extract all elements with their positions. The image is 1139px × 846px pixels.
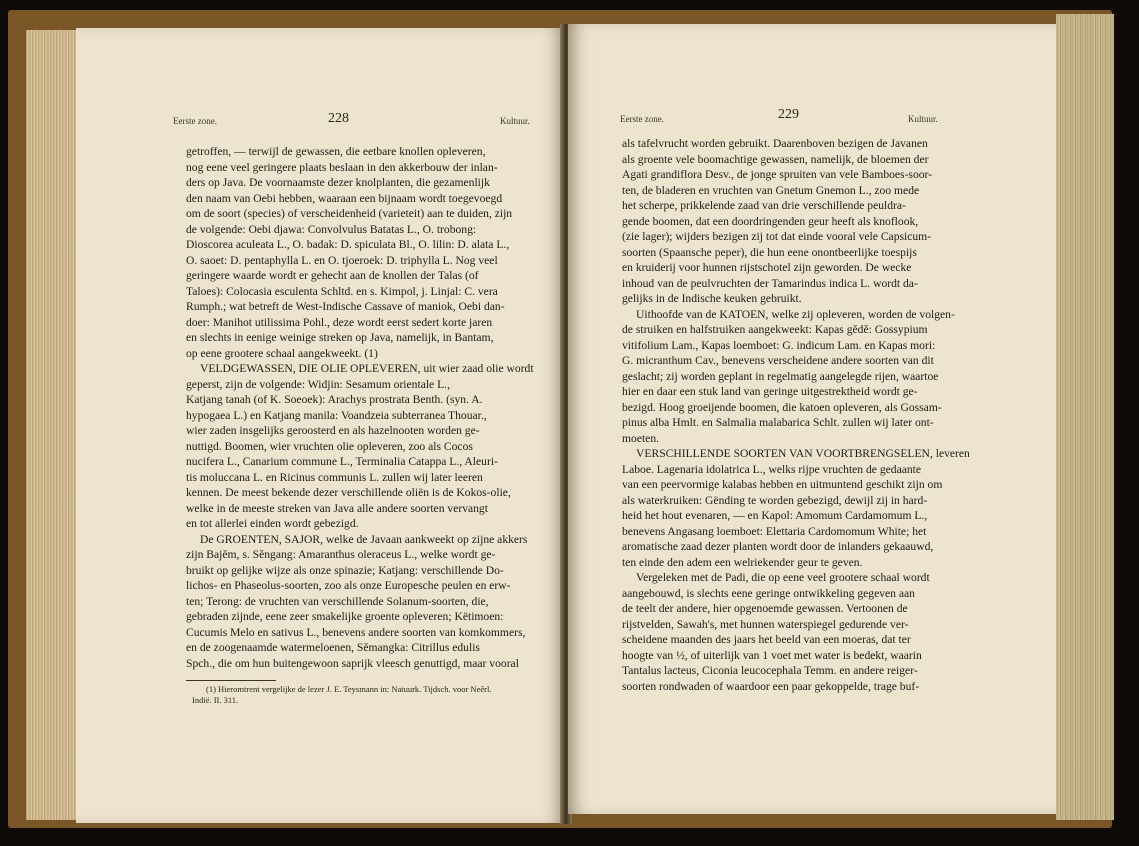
- left-body-text: [186, 144, 534, 671]
- text-line: zijn Bajĕm, s. Sĕngang: Amaranthus oleraceus L., welke wordt ge-: [186, 548, 496, 561]
- text-line: bruikt op gelijke wijze als onze spinazie; Katjang: verschillende Do-: [186, 563, 504, 577]
- text-line: gende boomen, dat een doordringenden geur heeft als knoflook,: [622, 214, 919, 228]
- text-line: Laboe. Lagenaria idolatrica L., welks rijpe vruchten de gedaante: [622, 462, 922, 476]
- text-line: soorten (Spaansche peper), die hun eene onontbeerlijke toespijs: [622, 245, 917, 259]
- text-line: nuttigd. Boomen, wier vruchten olie opleveren, zoo als Cocos: [186, 439, 473, 453]
- text-line: geslacht; zij worden geplant in regelmatig aangelegde rijen, waartoe: [622, 369, 939, 383]
- text-line: pinus alba Hmlt. en Salmalia malabarica Schlt. zullen wij later ont-: [622, 416, 934, 429]
- text-line: gelijks in de Indische keuken gebruikt.: [622, 292, 802, 305]
- footnote-line: Indië. II. 311.: [192, 695, 239, 705]
- text-line: den naam van Oebi hebben, waaraan een bijnaam wordt toegevoegd: [186, 191, 503, 205]
- text-line: Tantalus lacteus, Ciconia leucocephala Temm. en andere reiger-: [622, 664, 918, 677]
- text-line: Vergeleken met de Padi, die op eene veel grootere schaal wordt: [636, 571, 930, 584]
- left-page-number: 228: [328, 111, 349, 126]
- text-line: en de zoogenaamde watermeloenen, Sĕmangka: Citrillus edulis: [186, 641, 480, 654]
- text-line: hoogte van ½, of uiterlijk van 1 voet met water is bedekt, waarin: [622, 648, 922, 662]
- text-line: vitifolium Lam., Kapas loemboet: G. indicum Lam. en Kapas mori:: [622, 338, 936, 352]
- text-line: en tot allerlei einden wordt gebezigd.: [186, 517, 359, 530]
- text-line: geringere waarde wordt er gehecht aan de knollen der Talas (of: [186, 269, 479, 282]
- text-line: Taloes): Colocasia esculenta Schltd. en s. Kimpol, j. Linjal: C. vera: [186, 284, 498, 298]
- text-line: scheidene maanden des jaars het beeld van een moeras, dat ter: [622, 633, 911, 646]
- text-line: als groente vele boomachtige gewassen, namelijk, de bloemen der: [622, 152, 929, 166]
- text-line: getroffen, — terwijl de gewassen, die eetbare knollen opleveren,: [186, 145, 486, 158]
- text-line: welke in de meeste streken van Java alle andere soorten vervangt: [186, 501, 488, 515]
- text-line: de volgende: Oebi djawa: Convolvulus Batatas L., O. trobong:: [186, 222, 477, 236]
- right-body-text: [622, 136, 970, 694]
- right-header-topic: Kultuur.: [908, 114, 938, 124]
- right-page-number: 229: [778, 107, 799, 122]
- text-line: Uithoofde van de KATOEN, welke zij opleveren, worden de volgen-: [636, 307, 955, 321]
- text-line: heid het hout evenaren, — en Kapol: Amomum Cardamomum L.,: [622, 509, 928, 522]
- footnote-rule: [186, 680, 276, 681]
- left-footnote: [192, 684, 502, 706]
- text-line: Katjang tanah (of K. Soeoek): Arachys prostrata Benth. (syn. A.: [186, 393, 483, 406]
- text-line: tis moluccana L. en Ricinus communis L. zullen wij later leeren: [186, 470, 483, 484]
- text-line: de struiken en halfstruiken aangekweekt: Kapas gĕdĕ: Gossypium: [622, 323, 928, 336]
- right-page: [568, 24, 1056, 814]
- left-page: [76, 28, 564, 823]
- text-line: en slechts in eenige weinige streken op Java, namelijk, in Bantam,: [186, 331, 494, 344]
- text-line: lichos- en Phaseolus-soorten, zoo als onze Europesche peulen en erw-: [186, 579, 511, 592]
- text-line: en kruiderij voor hunnen rijstschotel zijn geworden. De wecke: [622, 261, 912, 274]
- text-line: Spch., die om hun buitengewoon saprijk vleesch genuttigd, maar vooral: [186, 656, 519, 670]
- text-line: Rumph.; wat betreft de West-Indische Cassave of maniok, Oebi dan-: [186, 300, 505, 313]
- text-line: nucifera L., Canarium commune L., Terminalia Catappa L., Aleuri-: [186, 455, 498, 468]
- text-line: het scherpe, prikkelende zaad van drie verschillende peuldra-: [622, 199, 906, 212]
- text-line: gebraden zijnde, eene zeer smakelijke groente opleveren; Këtimoen:: [186, 610, 504, 623]
- text-line: De GROENTEN, SAJOR, welke de Javaan aankweekt op zijne akkers: [200, 532, 528, 546]
- text-line: op eene grootere schaal aangekweekt. (1): [186, 346, 378, 360]
- text-line: van een peervormige kalabas hebben en uitmuntend geschikt zijn om: [622, 478, 943, 491]
- text-line: Agati grandiflora Desv., de jonge spruiten van vele Bamboes-soor-: [622, 168, 933, 181]
- text-line: ten einde den adem een welriekender geur te geven.: [622, 555, 863, 569]
- text-line: bezigd. Hoog groeijende boomen, die katoen opleveren, als Gossam-: [622, 400, 942, 414]
- right-header-section: Eerste zone.: [620, 114, 664, 124]
- text-line: de teelt der andere, hier opgenoemde gewassen. Vertoonen de: [622, 602, 908, 615]
- text-line: wier zaden insgelijks geroosterd en als hazelnooten worden ge-: [186, 424, 480, 437]
- text-line: nog eene veel geringere plaats beslaan in den akkerbouw der inlan-: [186, 160, 498, 174]
- left-header-topic: Kultuur.: [500, 116, 530, 126]
- text-line: G. micranthum Cav., benevens verscheidene andere soorten van dit: [622, 354, 934, 367]
- text-line: (zie lager); wijders bezigen zij tot dat einde vooral vele Capsicum-: [622, 230, 932, 243]
- text-line: VERSCHILLENDE SOORTEN VAN VOORTBRENGSELEN, leveren: [636, 447, 970, 460]
- page-edges-right: [1056, 14, 1114, 820]
- text-line: rijstvelden, Sawah's, met hunnen waterspiegel gedurende ver-: [622, 617, 909, 631]
- text-line: geperst, zijn de volgende: Widjin: Sesamum orientale L.,: [186, 377, 450, 391]
- text-line: als waterkruiken: Gënding te worden gebezigd, dewijl zij in hard-: [622, 493, 928, 507]
- text-line: benevens Angasang loemboet: Elettaria Cardomomum White; het: [622, 524, 927, 538]
- text-line: inhoud van de peulvruchten der Tamarindus indica L. wordt da-: [622, 276, 918, 290]
- text-line: Cucumis Melo en sativus L., benevens andere soorten van komkommers,: [186, 625, 526, 639]
- text-line: aromatische zaad dezer planten wordt door de inlanders gekaauwd,: [622, 540, 934, 553]
- text-line: soorten rondwaden of waardoor een paar gekoppelde, trage buf-: [622, 679, 920, 693]
- text-line: aangebouwd, is slechts eene geringe ontwikkeling gegeven aan: [622, 586, 915, 600]
- text-line: als tafelvrucht worden gebruikt. Daarenboven bezigen de Javanen: [622, 137, 928, 150]
- text-line: hier en daar een stuk land van geringe uitgestrektheid wordt ge-: [622, 385, 918, 398]
- text-line: ten, de bladeren en vruchten van Gnetum Gnemon L., zoo mede: [622, 183, 920, 197]
- left-header-section: Eerste zone.: [173, 116, 217, 126]
- text-line: VELDGEWASSEN, DIE OLIE OPLEVEREN, uit wier zaad olie wordt: [200, 362, 534, 375]
- text-line: Dioscorea aculeata L., O. badak: D. spiculata Bl., O. lilin: D. alata L.,: [186, 238, 510, 251]
- text-line: hypogaea L.) en Katjang manila: Voandzeia subterranea Thouar.,: [186, 408, 487, 422]
- text-line: O. saoet: D. pentaphylla L. en O. tjoeroek: D. triphylla L. Nog veel: [186, 253, 498, 267]
- footnote-line: (1) Hieromtrent vergelijke de lezer J. E. Teysmann in: Natuurk. Tijdsch. voor Neêrl.: [206, 684, 492, 694]
- text-line: ten; Terong: de vruchten van verschillende Solanum-soorten, die,: [186, 594, 489, 608]
- text-line: om de soort (species) of verscheidenheid (varieteit) aan te duiden, zijn: [186, 207, 513, 220]
- text-line: kennen. De meest bekende dezer verschillende oliën is de Kokos-olie,: [186, 486, 511, 499]
- text-line: ders op Java. De voornaamste dezer knolplanten, die gezamenlijk: [186, 176, 490, 189]
- page-edges-left: [26, 30, 82, 820]
- text-line: doer: Manihot utilissima Pohl., deze wordt eerst sedert korte jaren: [186, 315, 493, 329]
- text-line: moeten.: [622, 431, 660, 445]
